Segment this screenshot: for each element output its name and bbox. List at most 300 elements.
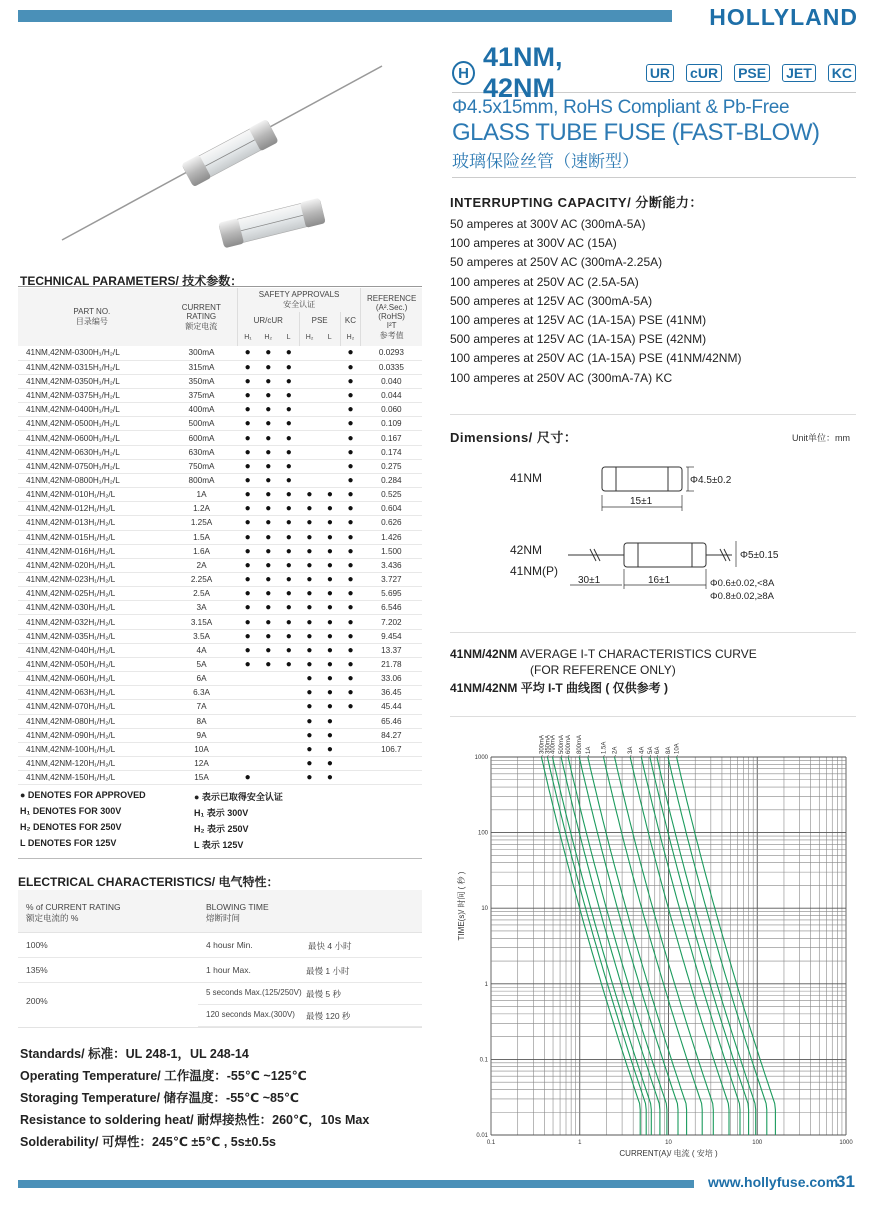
approval-dot: ● [299, 502, 320, 516]
approval-dot [279, 757, 300, 771]
approval-dot: ● [237, 445, 258, 459]
approval-dot [299, 403, 320, 417]
tech-row [18, 587, 422, 601]
approval-dot: ● [237, 530, 258, 544]
approval-dot: ● [237, 374, 258, 388]
approval-dot [237, 672, 258, 686]
approval-dot: ● [320, 587, 341, 601]
electrical-row [198, 1005, 422, 1027]
approval-dot: ● [340, 431, 361, 445]
y-tick-label: 10 [481, 906, 488, 913]
approval-dot: ● [237, 403, 258, 417]
approval-dot: ● [237, 360, 258, 374]
th-kc: KC [340, 312, 361, 328]
x-axis-label: CURRENT(A)/ 电流 ( 安培 ) [619, 1149, 718, 1158]
legend-approved: ● DENOTES FOR APPROVED [20, 790, 146, 800]
approval-dot: ● [340, 516, 361, 530]
current-rating: 1.6A [166, 544, 238, 558]
approval-dot: ● [279, 516, 300, 530]
th-sub: H₁ [237, 328, 258, 346]
product-type-cn: 玻璃保险丝管（速断型） [452, 152, 639, 171]
dim-wire1: Φ0.6±0.02,<8A [710, 578, 775, 589]
tech-row [18, 601, 422, 615]
tech-divider [18, 286, 422, 287]
i2t-reference: 0.626 [361, 516, 422, 530]
dim-d1: Φ4.5±0.2 [690, 475, 732, 486]
current-rating: 5A [166, 657, 238, 671]
approval-dot: ● [237, 431, 258, 445]
part-number: 41NM,42NM-025H₁/H₂/L [18, 587, 166, 601]
part-number: 41NM,42NM-032H₁/H₂/L [18, 615, 166, 629]
interrupting-item: 50 amperes at 250V AC (300mA-2.25A) [450, 255, 663, 270]
approval-dot: ● [258, 417, 279, 431]
electrical-row [18, 958, 422, 983]
th-sub: H₂ [258, 328, 279, 346]
current-rating: 3A [166, 601, 238, 615]
standard-item: Storaging Temperature/ 储存温度：-55℃ ~85℃ [20, 1091, 300, 1105]
product-subtitle: Φ4.5x15mm, RoHS Compliant & Pb-Free [452, 97, 790, 118]
approval-dot: ● [279, 558, 300, 572]
approval-dot: ● [258, 629, 279, 643]
footer-url[interactable]: www.hollyfuse.com [708, 1174, 839, 1190]
tech-row [18, 686, 422, 700]
approval-dot: ● [258, 431, 279, 445]
approval-dot: ● [320, 615, 341, 629]
eh-time: BLOWING TIME [206, 902, 269, 912]
approval-dot: ● [340, 700, 361, 714]
th-sub: L [320, 328, 341, 346]
product-header [452, 42, 856, 178]
current-rating: 630mA [166, 445, 238, 459]
approval-dot: ● [237, 459, 258, 473]
approval-dot: ● [258, 615, 279, 629]
approval-dot: ● [258, 473, 279, 487]
approval-dot [258, 672, 279, 686]
curve-6A [657, 757, 756, 1135]
interrupting-title: INTERRUPTING CAPACITY/ 分断能力： [450, 195, 703, 210]
tech-row [18, 360, 422, 374]
approval-dot: ● [340, 374, 361, 388]
it-title-bold: 41NM/42NM [450, 647, 518, 661]
approval-dot [299, 445, 320, 459]
cert-jet: JET [782, 64, 816, 82]
part-number: 41NM,42NM-150H₁/H₂/L [18, 771, 166, 785]
cert-kc: KC [828, 64, 856, 82]
cert-ur: UR [646, 64, 674, 82]
approval-dot: ● [340, 686, 361, 700]
i2t-reference: 0.060 [361, 403, 422, 417]
approval-dot [237, 714, 258, 728]
interrupting-capacity [450, 192, 856, 388]
part-number: 41NM,42NM-090H₁/H₂/L [18, 728, 166, 742]
current-rating: 2.5A [166, 587, 238, 601]
dimensions-title: Dimensions/ 尺寸： [450, 430, 578, 445]
part-number: 41NM,42NM-035H₁/H₂/L [18, 629, 166, 643]
approval-dot: ● [237, 629, 258, 643]
approval-dot: ● [258, 374, 279, 388]
part-number: 41NM,42NM-080H₁/H₂/L [18, 714, 166, 728]
approval-dot: ● [340, 459, 361, 473]
approval-dot: ● [237, 346, 258, 360]
approval-dot [320, 374, 341, 388]
cert-pse: PSE [734, 64, 770, 82]
approval-dot: ● [279, 346, 300, 360]
approval-dot: ● [258, 346, 279, 360]
approval-dot: ● [299, 573, 320, 587]
approval-dot: ● [237, 488, 258, 502]
approval-dot: ● [258, 459, 279, 473]
approval-dot [320, 459, 341, 473]
th-part: PART NO. 目录编号 [18, 288, 166, 346]
current-rating: 2.25A [166, 573, 238, 587]
approval-dot [279, 771, 300, 785]
approval-dot [320, 360, 341, 374]
approval-dot: ● [299, 657, 320, 671]
approval-dot: ● [237, 587, 258, 601]
approval-dot: ● [320, 771, 341, 785]
approval-dot: ● [279, 629, 300, 643]
th-sub: L [279, 328, 300, 346]
part-number: 41NM,42NM-0375H₁/H₂/L [18, 388, 166, 402]
i2t-reference: 7.202 [361, 615, 422, 629]
approval-dot: ● [258, 502, 279, 516]
current-rating: 7A [166, 700, 238, 714]
tech-row [18, 742, 422, 756]
it-title-line1 [450, 647, 856, 661]
y-axis-label: TIME(s)/ 时间 ( 秒 ) [457, 871, 466, 941]
approval-dot [258, 686, 279, 700]
approval-dot: ● [320, 672, 341, 686]
approval-dot: ● [258, 601, 279, 615]
tech-row [18, 643, 422, 657]
tech-row [18, 502, 422, 516]
approval-dot: ● [320, 629, 341, 643]
part-number: 41NM,42NM-013H₁/H₂/L [18, 516, 166, 530]
curve-label: 500mA [559, 734, 566, 754]
i2t-reference: 0.044 [361, 388, 422, 402]
brand-logo: HOLLYLAND [709, 4, 858, 30]
dimension-drawing [560, 455, 810, 615]
approval-dot: ● [258, 516, 279, 530]
eh-pct-cn: 额定电流的 % [26, 913, 79, 923]
i2t-reference [361, 757, 422, 771]
i2t-reference: 33.06 [361, 672, 422, 686]
approval-dot: ● [320, 544, 341, 558]
x-tick-label: 0.1 [486, 1140, 496, 1146]
approval-dot [237, 757, 258, 771]
er-pct: 100% [26, 940, 48, 950]
legend-h2-cn: H₂ 表示 250V [194, 824, 249, 834]
approval-dot: ● [279, 544, 300, 558]
approval-dot: ● [299, 728, 320, 742]
approval-dot: ● [237, 657, 258, 671]
curve-label: 300mA [539, 734, 546, 754]
it-title-rest: AVERAGE I-T CHARACTERISTICS CURVE [517, 647, 757, 661]
electrical-row [198, 983, 422, 1005]
tech-row [18, 714, 422, 728]
y-tick-label: 100 [477, 830, 488, 837]
curve-label: 8A [666, 746, 672, 754]
approval-dot [299, 459, 320, 473]
approval-dot: ● [237, 544, 258, 558]
part-number: 41NM,42NM-0300H₁/H₂/L [18, 346, 166, 360]
eh-time-cn: 熔断时间 [206, 913, 241, 923]
dim-label-41nm: 41NM [510, 471, 543, 485]
approval-dot [320, 431, 341, 445]
tech-row [18, 672, 422, 686]
approval-dot: ● [237, 643, 258, 657]
approval-dot: ● [340, 417, 361, 431]
approval-dot [340, 728, 361, 742]
approval-dot: ● [340, 388, 361, 402]
approval-dot: ● [237, 771, 258, 785]
approval-dot: ● [299, 516, 320, 530]
tech-row [18, 431, 422, 445]
cert-cur: cUR [686, 64, 722, 82]
curve-label: 5A [647, 746, 654, 754]
curve-10A [677, 757, 776, 1135]
approval-dot: ● [340, 403, 361, 417]
approval-dot: ● [299, 530, 320, 544]
standard-item: Solderability/ 可焊性：245℃ ±5℃ , 5s±0.5s [20, 1135, 276, 1149]
dim-label-41nmp: 41NM(P) [510, 564, 559, 578]
tech-row [18, 459, 422, 473]
tech-row [18, 757, 422, 771]
standard-item: Resistance to soldering heat/ 耐焊接热性：260℃，10s Max [20, 1113, 370, 1127]
part-number: 41NM,42NM-0630H₁/H₂/L [18, 445, 166, 459]
approval-dot: ● [279, 601, 300, 615]
i2t-reference: 0.0335 [361, 360, 422, 374]
curve-label: 3A [628, 746, 635, 754]
interrupting-list [450, 215, 856, 388]
current-rating: 1.2A [166, 502, 238, 516]
approval-dot [299, 360, 320, 374]
current-rating: 3.15A [166, 615, 238, 629]
curve-label: 400mA [550, 734, 557, 754]
i2t-reference: 5.695 [361, 587, 422, 601]
i2t-reference: 6.546 [361, 601, 422, 615]
standards-list [20, 1046, 369, 1156]
approval-dot: ● [340, 558, 361, 572]
dim-l1: 15±1 [630, 496, 653, 507]
curve-300mA [541, 757, 640, 1135]
y-tick-label: 1000 [474, 755, 488, 761]
interrupting-item: 500 amperes at 125V AC (1A-15A) PSE (42NM) [450, 332, 707, 347]
approval-dot: ● [340, 544, 361, 558]
th-current: CURRENT RATING 额定电流 [166, 288, 238, 346]
approval-dot: ● [279, 360, 300, 374]
approval-dot [258, 714, 279, 728]
current-rating: 315mA [166, 360, 238, 374]
er-cn: 最快 4 小时 [308, 941, 352, 951]
approval-dot: ● [299, 629, 320, 643]
interrupting-item: 100 amperes at 125V AC (1A-15A) PSE (41NM) [450, 313, 707, 328]
er-time: 5 seconds Max.(125/250V) [206, 988, 302, 997]
th-pse: PSE [299, 312, 340, 328]
approval-dot: ● [258, 558, 279, 572]
approval-dot: ● [279, 459, 300, 473]
current-rating: 12A [166, 757, 238, 771]
approval-dot: ● [258, 403, 279, 417]
electrical-title: ELECTRICAL CHARACTERISTICS/ 电气特性： [18, 858, 422, 890]
approval-dot: ● [320, 700, 341, 714]
approval-dot: ● [299, 700, 320, 714]
y-tick-label: 0.01 [476, 1133, 488, 1139]
tech-row [18, 728, 422, 742]
i2t-reference: 45.44 [361, 700, 422, 714]
approval-dot [237, 742, 258, 756]
approval-dot [258, 728, 279, 742]
i2t-reference: 3.727 [361, 573, 422, 587]
part-number: 41NM,42NM-010H₁/H₂/L [18, 488, 166, 502]
dimensions-section [450, 414, 856, 632]
current-rating: 1.25A [166, 516, 238, 530]
approval-dot [237, 728, 258, 742]
approval-dot [299, 473, 320, 487]
part-number: 41NM,42NM-016H₁/H₂/L [18, 544, 166, 558]
eh-pct: % of CURRENT RATING [26, 902, 121, 912]
approval-dot: ● [279, 488, 300, 502]
approval-dot: ● [258, 360, 279, 374]
th-safety: SAFETY APPROVALS 安全认证 [237, 288, 360, 312]
approval-dot: ● [279, 403, 300, 417]
standard-item: Standards/ 标准：UL 248-1，UL 248-14 [20, 1047, 249, 1061]
approval-dot: ● [320, 686, 341, 700]
i2t-reference: 1.500 [361, 544, 422, 558]
curve-label: 10A [674, 743, 681, 754]
it-title-line2: (FOR REFERENCE ONLY) [530, 663, 676, 677]
approval-dot [279, 700, 300, 714]
interrupting-item: 500 amperes at 125V AC (300mA-5A) [450, 293, 653, 308]
er-pct: 135% [26, 965, 48, 975]
approval-dot [320, 473, 341, 487]
tech-row [18, 615, 422, 629]
current-rating: 3.5A [166, 629, 238, 643]
approval-dot: ● [258, 573, 279, 587]
header-divider-2 [452, 177, 856, 178]
approval-dot: ● [340, 530, 361, 544]
approval-dot: ● [320, 714, 341, 728]
current-rating: 6.3A [166, 686, 238, 700]
i2t-reference: 0.0293 [361, 346, 422, 360]
current-rating: 600mA [166, 431, 238, 445]
er-cn: 最慢 5 秒 [306, 989, 341, 999]
tech-row [18, 700, 422, 714]
approval-dot [299, 388, 320, 402]
approval-dot: ● [279, 643, 300, 657]
approval-dot: ● [340, 346, 361, 360]
electrical-bottom-rule [18, 1027, 422, 1028]
tech-row [18, 488, 422, 502]
approval-dot: ● [299, 714, 320, 728]
approval-dot: ● [340, 657, 361, 671]
approval-dot: ● [279, 374, 300, 388]
approval-dot: ● [279, 445, 300, 459]
approval-dot [299, 346, 320, 360]
tech-row [18, 388, 422, 402]
current-rating: 800mA [166, 473, 238, 487]
current-rating: 500mA [166, 417, 238, 431]
i2t-reference: 84.27 [361, 728, 422, 742]
approval-dot: ● [299, 544, 320, 558]
approval-dot [237, 686, 258, 700]
product-title-row [452, 42, 856, 103]
tech-row [18, 516, 422, 530]
part-number: 41NM,42NM-0315H₁/H₂/L [18, 360, 166, 374]
approval-dot: ● [279, 417, 300, 431]
approval-dot [258, 757, 279, 771]
current-rating: 15A [166, 771, 238, 785]
approval-dot: ● [320, 643, 341, 657]
approval-dot: ● [340, 573, 361, 587]
approval-dot [279, 742, 300, 756]
part-number: 41NM,42NM-020H₁/H₂/L [18, 558, 166, 572]
approval-dot [320, 403, 341, 417]
approval-dot: ● [320, 757, 341, 771]
current-rating: 2A [166, 558, 238, 572]
approval-dot: ● [320, 488, 341, 502]
approval-dot: ● [258, 445, 279, 459]
tech-row [18, 771, 422, 785]
approval-dot: ● [237, 417, 258, 431]
approval-dot: ● [340, 473, 361, 487]
approval-dot: ● [320, 742, 341, 756]
it-curve-heading [450, 632, 856, 696]
part-number: 41NM,42NM-0750H₁/H₂/L [18, 459, 166, 473]
current-rating: 1A [166, 488, 238, 502]
tech-row [18, 346, 422, 360]
tech-row [18, 417, 422, 431]
approval-dot [299, 417, 320, 431]
approval-dot: ● [320, 657, 341, 671]
it-title-line3: 41NM/42NM 平均 I-T 曲线图 ( 仅供参考 ) [450, 681, 669, 695]
th-sub: H₂ [299, 328, 320, 346]
part-number: 41NM,42NM-070H₁/H₂/L [18, 700, 166, 714]
er-cn: 最慢 120 秒 [306, 1011, 351, 1021]
it-divider [450, 716, 856, 717]
approval-dot: ● [299, 488, 320, 502]
th-ur: UR/cUR [237, 312, 299, 328]
approval-dot [258, 700, 279, 714]
curve-label: 1A [585, 746, 592, 754]
tech-table-body [18, 346, 422, 785]
i2t-reference: 13.37 [361, 643, 422, 657]
i2t-reference: 3.436 [361, 558, 422, 572]
i2t-reference: 65.46 [361, 714, 422, 728]
i2t-reference: 0.174 [361, 445, 422, 459]
approval-dot: ● [237, 388, 258, 402]
tech-table [18, 288, 422, 785]
current-rating: 6A [166, 672, 238, 686]
tech-row [18, 657, 422, 671]
approval-dot [340, 771, 361, 785]
approval-dot: ● [279, 587, 300, 601]
approval-dot: ● [320, 502, 341, 516]
approval-dot [279, 714, 300, 728]
approval-dot [258, 742, 279, 756]
approval-dot: ● [299, 771, 320, 785]
approval-dot: ● [279, 530, 300, 544]
it-curve-chart [452, 722, 856, 1162]
approval-dot: ● [258, 488, 279, 502]
approval-dot: ● [299, 742, 320, 756]
dim-lead: 30±1 [578, 575, 601, 586]
top-bar [18, 10, 672, 22]
approval-dot [299, 374, 320, 388]
curve-label: 4A [639, 746, 646, 754]
approval-dot [320, 417, 341, 431]
tech-row [18, 629, 422, 643]
